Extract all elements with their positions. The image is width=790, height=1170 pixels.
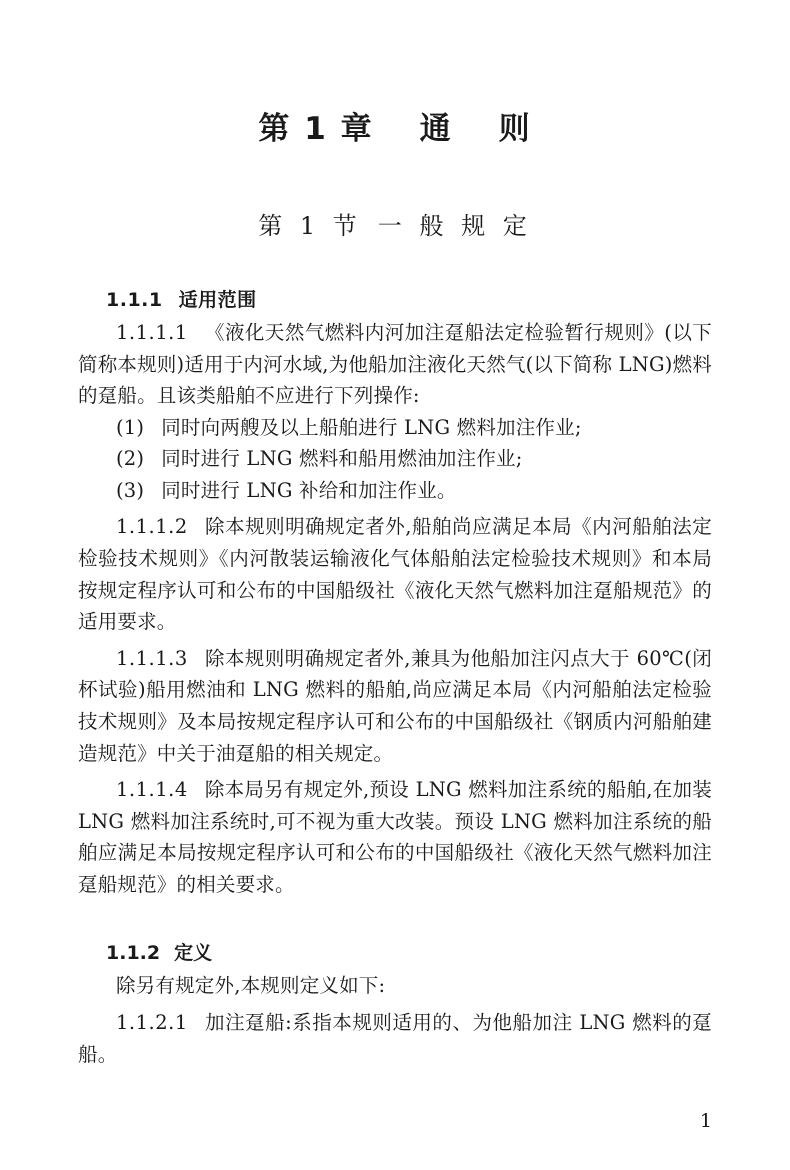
chapter-name-1: 通 <box>419 111 453 147</box>
definition-text: 加注趸船:系指本规则适用的、为他船加注 LNG 燃料的趸船。 <box>78 1010 712 1066</box>
paragraph-text: 除本规则明确规定者外,船舶尚应满足本局《内河船舶法定检验技术规则》《内河散装运输液化气体船舶法定检验技术规则》和本局按规定程序认可和公布的中国船级社《液化天然气燃料加注趸船规范》的适用要求。 <box>78 515 712 634</box>
definition-intro: 除另有规定外,本规则定义如下: <box>116 974 386 998</box>
section-title <box>78 206 712 241</box>
clause-title: 适用范围 <box>178 289 257 311</box>
clause-heading-1-1-1 <box>78 285 712 312</box>
paragraph-number: 1.1.1.2 <box>116 515 188 539</box>
clause-title: 定义 <box>174 942 213 965</box>
paragraph-text: 除本规则明确规定者外,兼具为他船加注闪点大于 60℃(闭杯试验)船用燃油和 LNG 燃料的船舶,尚应满足本局《内河船舶法定检验技术规则》及本局按规定程序认可和公布的中国船级社《钢质内河船舶建造规范》中关于油趸船的相关规定。 <box>78 646 712 765</box>
paragraph-1-1-1-1 <box>78 317 712 412</box>
chapter-title <box>78 95 712 148</box>
paragraph-text: 除本局另有规定外,预设 LNG 燃料加注系统的船舶,在加装 LNG 燃料加注系统时,可不视为重大改装。预设 LNG 燃料加注系统的船舶应满足本局按规定程序认可和公布的中国船级社《液化天然气燃料加注趸船规范》的相关要求。 <box>78 778 712 896</box>
list-text: 同时进行 LNG 燃料和船用燃油加注作业; <box>161 447 523 471</box>
definition-1-1-2-1 <box>78 1007 712 1070</box>
paragraph-1-1-1-3 <box>78 643 712 769</box>
list-text: 同时进行 LNG 补给和加注作业。 <box>161 478 457 502</box>
paragraph-number: 1.1.1.3 <box>116 646 188 670</box>
chapter-number: 第 1 章 <box>258 111 374 147</box>
list-item <box>78 475 712 507</box>
list-item <box>78 443 712 475</box>
clause-number: 1.1.1 <box>106 289 163 311</box>
paragraph-1-1-1-2 <box>78 511 712 637</box>
list-marker: (2) <box>116 447 145 471</box>
list-text: 同时向两艘及以上船舶进行 LNG 燃料加注作业; <box>161 415 582 439</box>
paragraph-number: 1.1.1.1 <box>116 321 188 344</box>
list-marker: (3) <box>116 478 145 502</box>
paragraph-1-1-1-4 <box>78 774 712 900</box>
paragraph-text: 《液化天然气燃料内河加注趸船法定检验暂行规则》(以下简称本规则)适用于内河水域,为他船加注液化天然气(以下简称 LNG)燃料的趸船。且该类船舶不应进行下列操作: <box>78 321 713 408</box>
section-number: 第 1 节 <box>258 212 362 240</box>
chapter-name-2: 则 <box>498 111 532 147</box>
paragraph-number: 1.1.1.4 <box>116 778 188 802</box>
page-number: 1 <box>699 1110 712 1132</box>
definition-number: 1.1.2.1 <box>116 1010 188 1034</box>
clause-heading-1-1-2 <box>78 938 712 965</box>
list-marker: (1) <box>116 415 145 439</box>
section-name: 一 般 规 定 <box>377 212 532 240</box>
clause-number: 1.1.2 <box>106 942 161 965</box>
list-item <box>78 412 712 444</box>
